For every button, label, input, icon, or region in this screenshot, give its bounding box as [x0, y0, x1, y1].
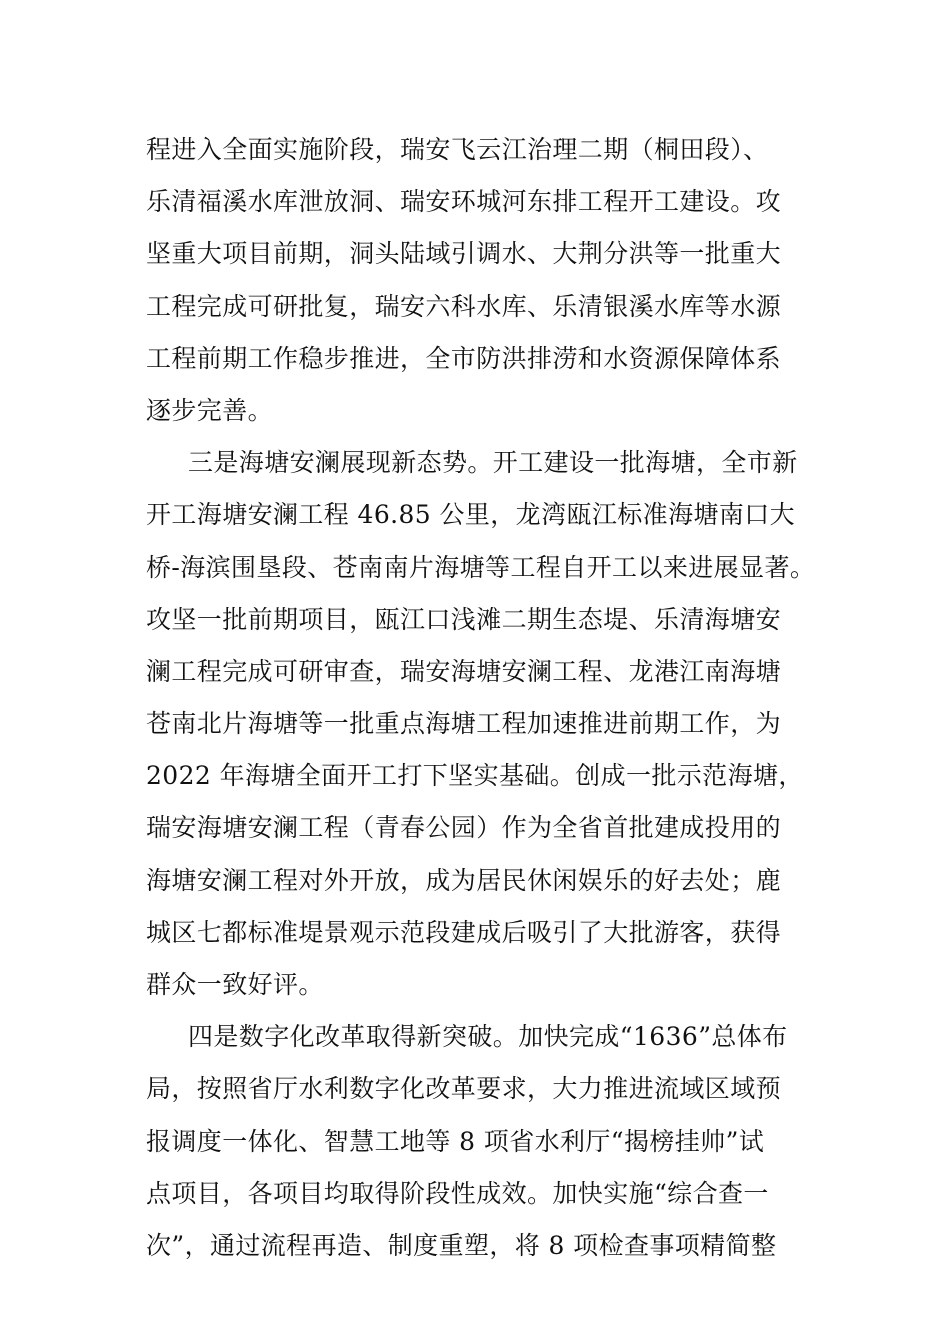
- text-line: 工程完成可研批复，瑞安六科水库、乐清银溪水库等水源: [146, 291, 782, 321]
- text-line: 局，按照省厅水利数字化改革要求，大力推进流域区域预: [146, 1074, 782, 1104]
- text-line: 苍南北片海塘等一批重点海塘工程加速推进前期工作，为: [146, 709, 782, 739]
- paragraph-start-line: 四是数字化改革取得新突破。加快完成“1636”总体布: [188, 1022, 788, 1052]
- text-line: 报调度一体化、智慧工地等 8 项省水利厅“揭榜挂帅”试: [146, 1126, 765, 1156]
- text-line: 群众一致好评。: [146, 970, 324, 999]
- text-line: 澜工程完成可研审查，瑞安海塘安澜工程、龙港江南海塘: [146, 656, 782, 686]
- text-line: 程进入全面实施阶段，瑞安飞云江治理二期（桐田段）、: [146, 135, 769, 164]
- body-text: [146, 124, 866, 1272]
- text-line: 开工海塘安澜工程 46.85 公里，龙湾瓯江标准海塘南口大: [146, 500, 796, 530]
- text-line: 次”，通过流程再造、制度重塑，将 8 项检查事项精简整: [146, 1230, 777, 1260]
- text-line: 桥-海滨围垦段、苍南南片海塘等工程自开工以来进展显著。: [146, 552, 816, 582]
- text-line: 乐清福溪水库泄放洞、瑞安环城河东排工程开工建设。攻: [146, 187, 782, 217]
- text-line: 点项目，各项目均取得阶段性成效。加快实施“综合查一: [146, 1178, 769, 1208]
- text-line: 坚重大项目前期，洞头陆域引调水、大荆分洪等一批重大: [146, 239, 782, 269]
- text-line: 瑞安海塘安澜工程（青春公园）作为全省首批建成投用的: [146, 813, 782, 843]
- text-line: 逐步完善。: [146, 395, 274, 425]
- text-line: 攻坚一批前期项目，瓯江口浅滩二期生态堤、乐清海塘安: [146, 604, 782, 634]
- text-line: 工程前期工作稳步推进，全市防洪排涝和水资源保障体系: [146, 343, 782, 373]
- paragraph-start-line: 三是海塘安澜展现新态势。开工建设一批海塘，全市新: [188, 448, 798, 478]
- text-line: 2022 年海塘全面开工打下坚实基础。创成一批示范海塘，: [146, 761, 804, 791]
- text-line: 海塘安澜工程对外开放，成为居民休闲娱乐的好去处；鹿: [146, 865, 782, 895]
- text-line: 城区七都标准堤景观示范段建成后吸引了大批游客，获得: [146, 917, 782, 947]
